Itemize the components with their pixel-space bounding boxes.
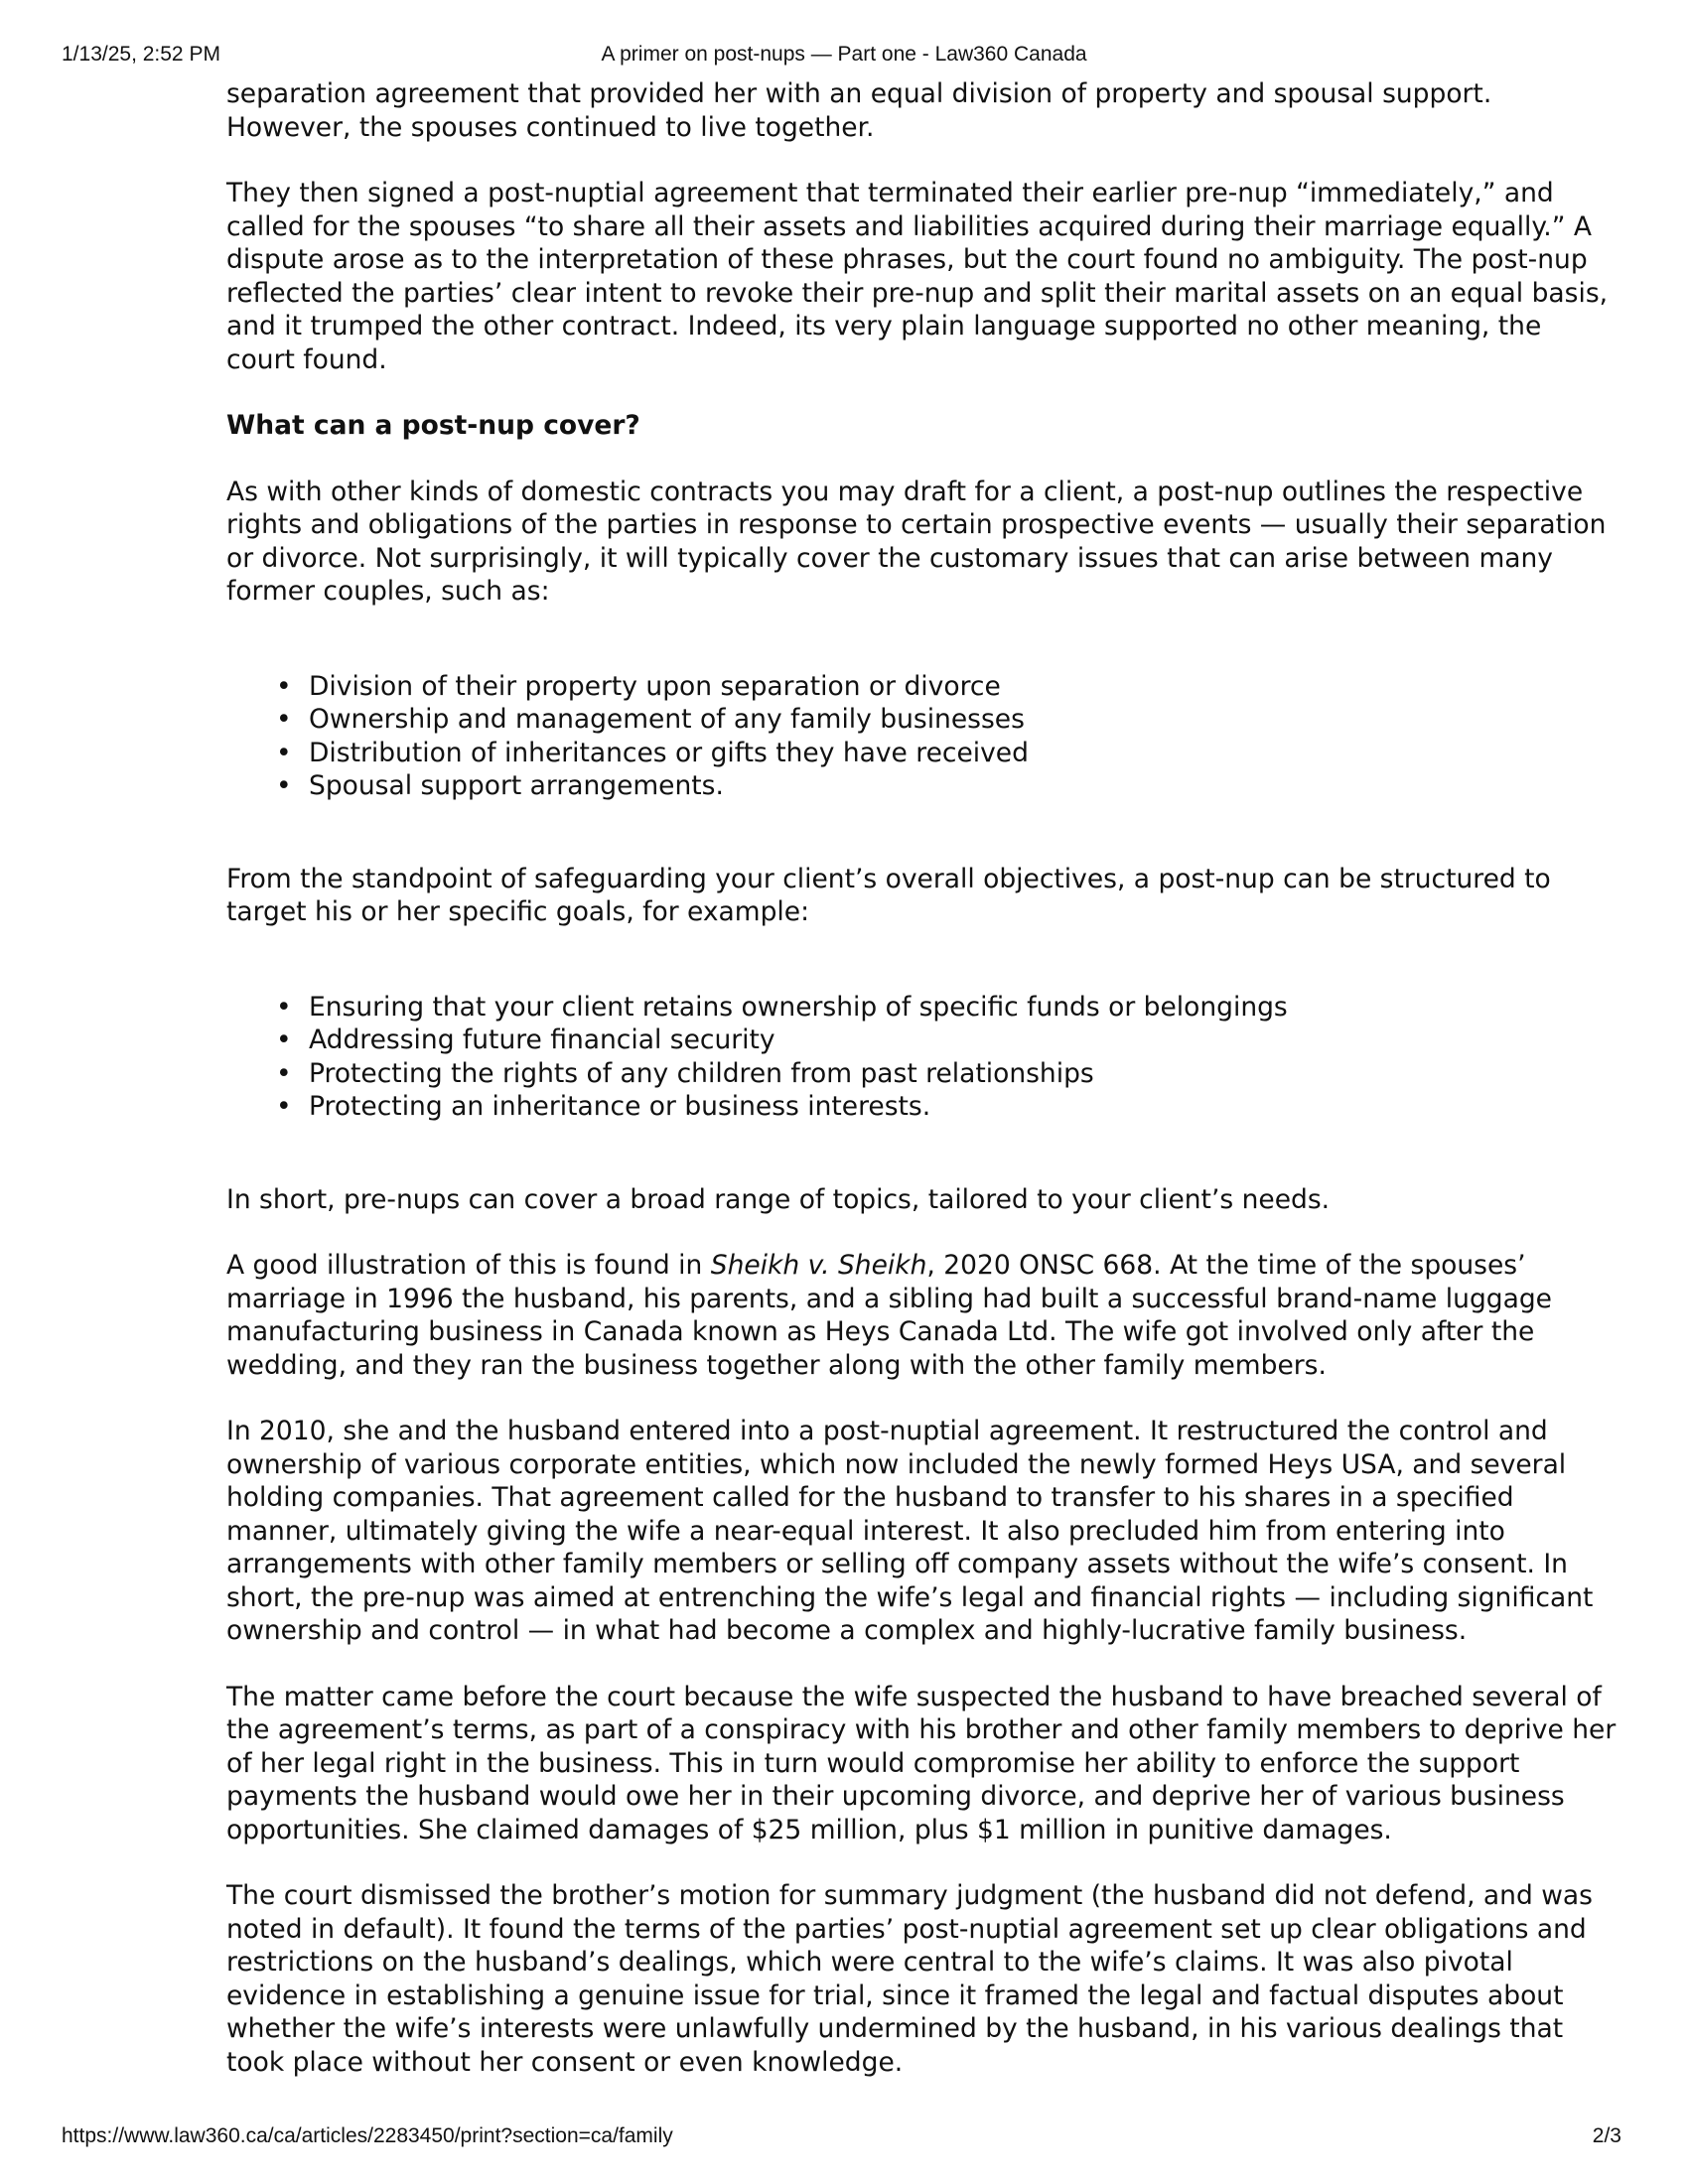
article-body bbox=[226, 77, 1617, 2112]
text-run: , 2020 ONSC 668. At the time of the spouses’ marriage in 1996 the husband, his parents, and a sibling had built a successful brand-name luggage manufacturing business in Canada known as Heys Canada Ltd. The wife got involved only after the wedding, and they ran the business together along with the other family members. bbox=[226, 1250, 1552, 1381]
bullet-list-goals bbox=[226, 991, 1617, 1124]
paragraph: The court dismissed the brother’s motion for summary judgment (the husband did not defend, and was noted in default). It found the terms of the parties’ post-nuptial agreement set up clear obligations and restrictions on the husband’s dealings, which were central to the wife’s claims. It was also pivotal evidence in establishing a genuine issue for trial, since it framed the legal and factual disputes about whether the wife’s interests were unlawfully undermined by the husband, in his various dealings that took place without her consent or even knowledge. bbox=[226, 1880, 1593, 2078]
print-url: https://www.law360.ca/ca/articles/2283450/print?section=ca/family bbox=[62, 2124, 673, 2147]
page-number: 2/3 bbox=[1592, 2124, 1621, 2147]
print-datetime: 1/13/25, 2:52 PM bbox=[62, 43, 220, 66]
bullet-list-issues bbox=[226, 670, 1617, 803]
paragraph: The matter came before the court because the wife suspected the husband to have breached several of the agreement’s terms, as part of a conspiracy with his brother and other family members to deprive her of her legal right in the business. This in turn would compromise her ability to enforce the support payments the husband would owe her in their upcoming divorce, and deprive her of various business opportunities. She claimed damages of $25 million, plus $1 million in punitive damages. bbox=[226, 1681, 1617, 1845]
paragraph: They then signed a post-nuptial agreement that terminated their earlier pre-nup “immediately,” and called for the spouses “to share all their assets and liabilities acquired during their marriage equally.” A dispute arose as to the interpretation of these phrases, but the court found no ambiguity. The post-nup reflected the parties’ clear intent to revoke their pre-nup and split their marital assets on an equal basis, and it trumped the other contract. Indeed, its very plain language supported no other meaning, the court found. bbox=[226, 178, 1609, 375]
list-item: • Distribution of inheritances or gifts they have received bbox=[226, 737, 1617, 770]
print-page-title: A primer on post-nups — Part one - Law360 Canada bbox=[601, 43, 1087, 66]
paragraph: From the standpoint of safeguarding your client’s overall objectives, a post-nup can be structured to target his or her specific goals, for example: bbox=[226, 863, 1551, 927]
list-item: • Spousal support arrangements. bbox=[226, 769, 1617, 803]
paragraph: As with other kinds of domestic contracts you may draft for a client, a post-nup outlines the respective rights and obligations of the parties in response to certain prospective events — usually their separation or divorce. Not surprisingly, it will typically cover the customary issues that can arise between many former couples, such as: bbox=[226, 476, 1607, 607]
section-heading: What can a post-nup cover? bbox=[226, 410, 640, 441]
paragraph: separation agreement that provided her with an equal division of property and spousal support. However, the spouses continued to live together. bbox=[226, 78, 1492, 143]
list-item: • Ensuring that your client retains ownership of specific funds or belongings bbox=[226, 991, 1617, 1024]
paragraph: In 2010, she and the husband entered into a post-nuptial agreement. It restructured the control and ownership of various corporate entities, which now included the newly formed Heys USA, and several holding companies. That agreement called for the husband to transfer to his shares in a specified manner, ultimately giving the wife a near-equal interest. It also precluded him from entering into arrangements with other family members or selling off company assets without the wife’s consent. In short, the pre-nup was aimed at entrenching the wife’s legal and financial rights — including significant ownership and control — in what had become a complex and highly-lucrative family business. bbox=[226, 1416, 1594, 1646]
text-run: A good illustration of this is found in bbox=[226, 1250, 711, 1281]
list-item: • Ownership and management of any family businesses bbox=[226, 703, 1617, 737]
list-item: • Addressing future financial security bbox=[226, 1024, 1617, 1057]
list-item: • Protecting an inheritance or business interests. bbox=[226, 1090, 1617, 1124]
paragraph: In short, pre-nups can cover a broad range of topics, tailored to your client’s needs. bbox=[226, 1183, 1331, 1215]
case-citation: Sheikh v. Sheikh bbox=[710, 1250, 927, 1281]
list-item: • Division of their property upon separation or divorce bbox=[226, 670, 1617, 704]
paragraph bbox=[226, 1249, 1617, 1382]
list-item: • Protecting the rights of any children from past relationships bbox=[226, 1057, 1617, 1091]
